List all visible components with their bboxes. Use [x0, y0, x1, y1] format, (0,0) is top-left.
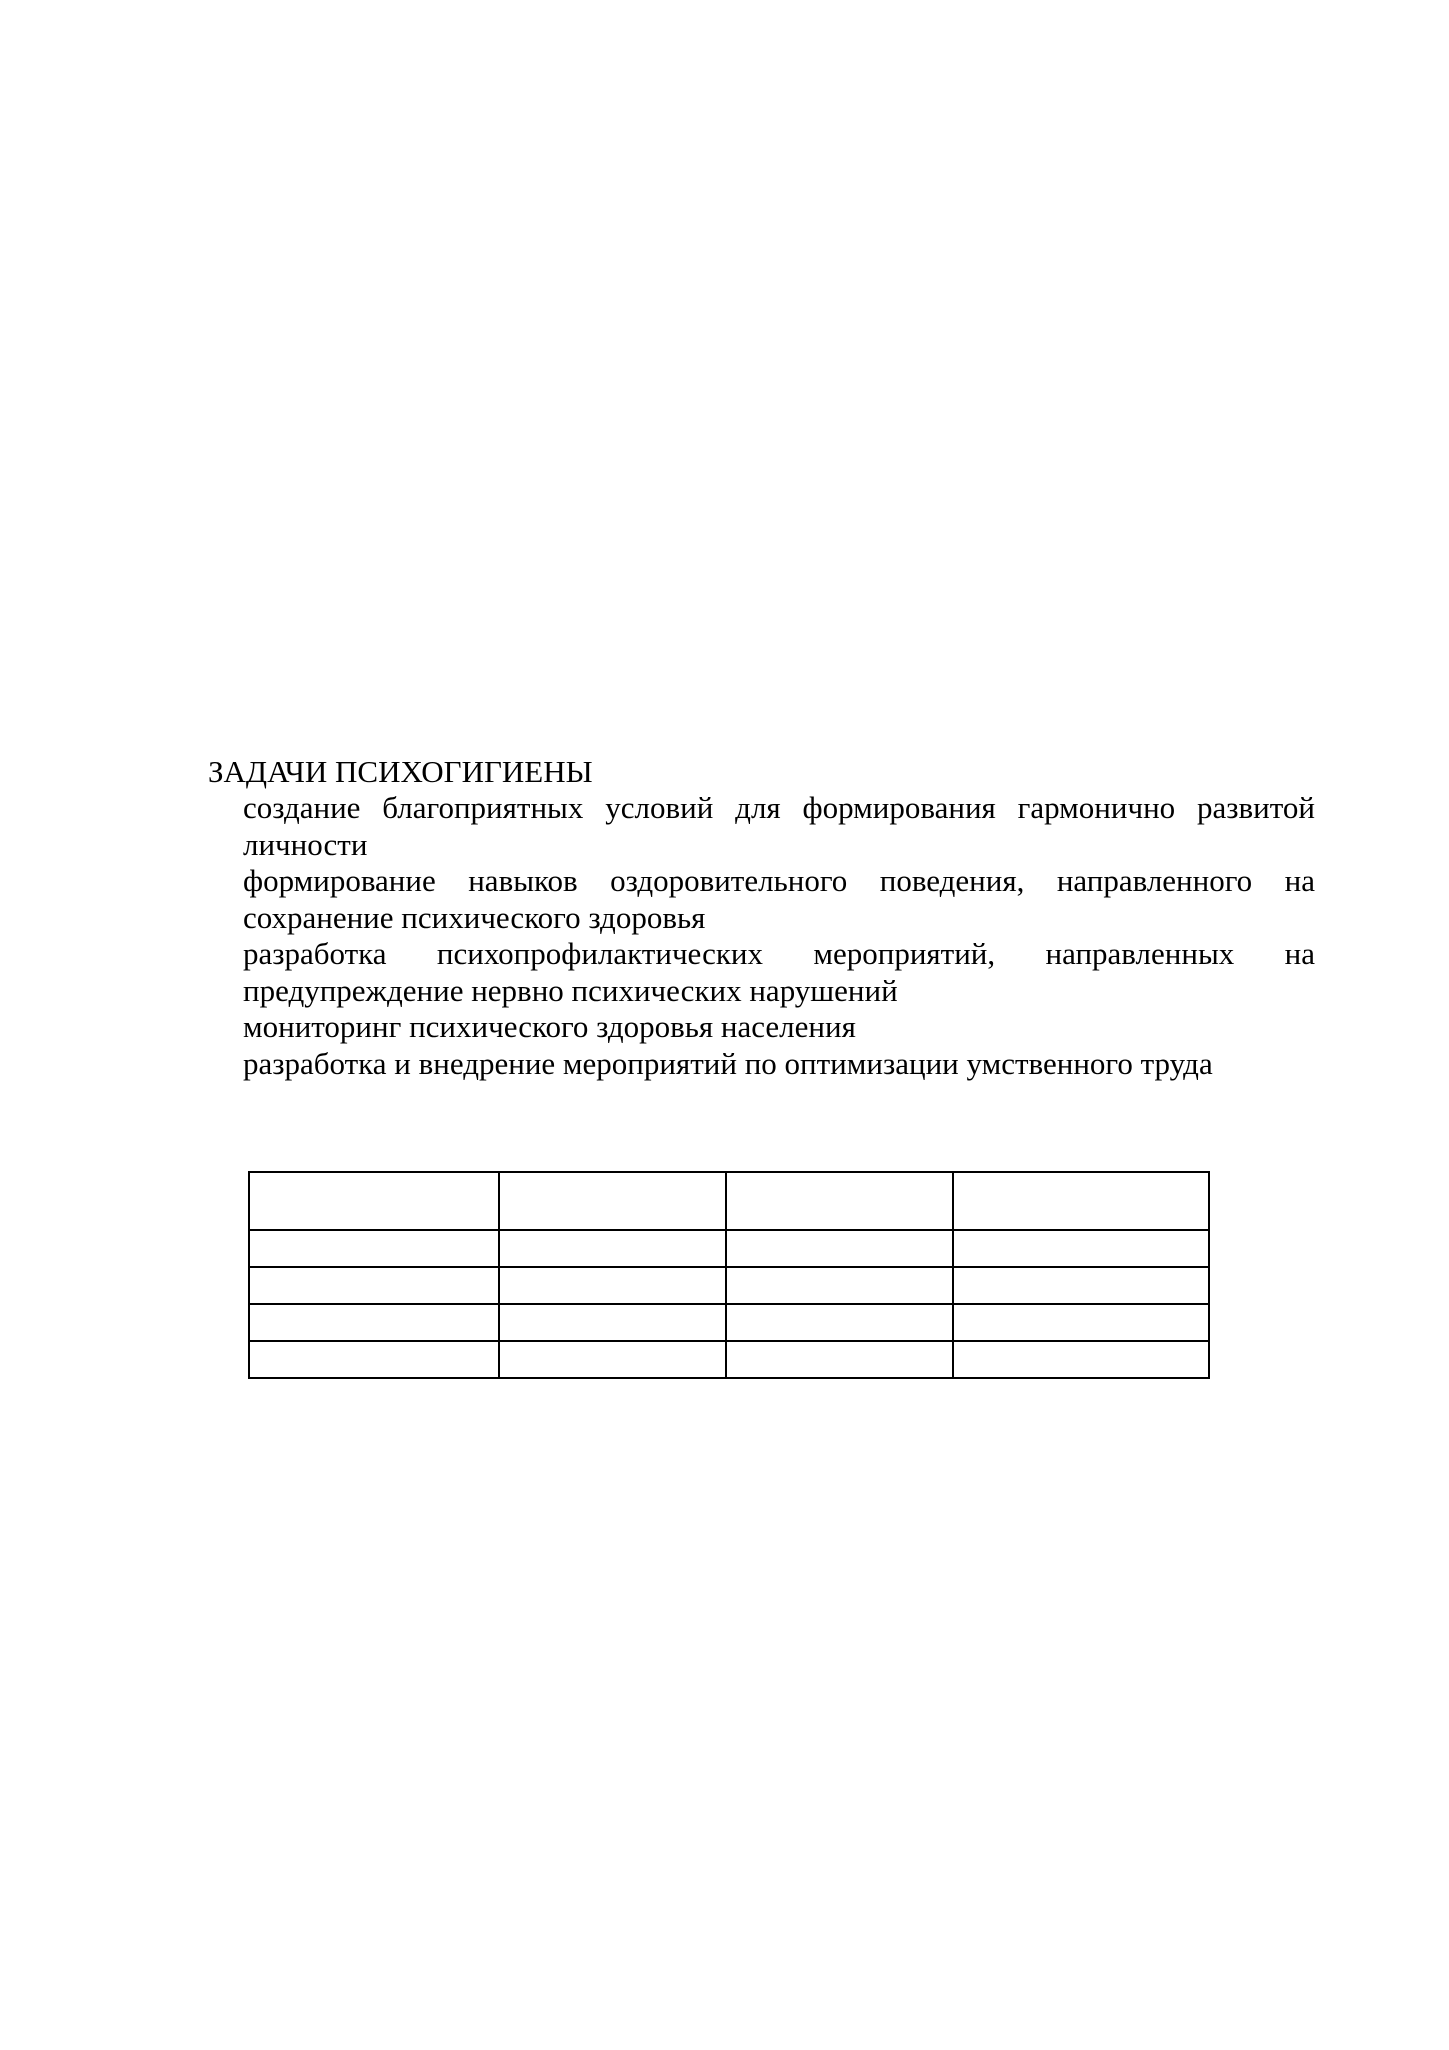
table-cell: [953, 1341, 1209, 1378]
task-item: разработка и внедрение мероприятий по оптимизации умственного труда: [243, 1045, 1213, 1081]
table-cell: [499, 1267, 726, 1304]
table-cell: [953, 1172, 1209, 1230]
empty-table-container: [248, 1171, 1210, 1379]
table-cell: [953, 1230, 1209, 1267]
task-item: мониторинг психического здоровья населения: [243, 1009, 856, 1044]
document-heading: ЗАДАЧИ ПСИХОГИГИЕНЫ: [208, 754, 593, 789]
table-cell: [499, 1172, 726, 1230]
table-cell: [726, 1230, 953, 1267]
table-row: [249, 1230, 1209, 1267]
table-header-row: [249, 1172, 1209, 1230]
table-cell: [249, 1230, 499, 1267]
table-cell: [499, 1304, 726, 1341]
table-cell: [953, 1304, 1209, 1341]
table-row: [249, 1341, 1209, 1378]
table-cell: [726, 1304, 953, 1341]
table-cell: [726, 1341, 953, 1378]
table-cell: [953, 1267, 1209, 1304]
task-item: создание благоприятных условий для формирования гармонично развитой личности: [243, 790, 1315, 862]
table-cell: [499, 1230, 726, 1267]
empty-table: [248, 1171, 1210, 1379]
task-list: [243, 790, 1315, 1082]
table-cell: [499, 1341, 726, 1378]
task-item: разработка психопрофилактических мероприятий, направленных на предупреждение нервно психических нарушений: [243, 936, 1315, 1008]
table-cell: [249, 1304, 499, 1341]
task-item: формирование навыков оздоровительного поведения, направленного на сохранение психического здоровья: [243, 863, 1315, 935]
table-cell: [726, 1172, 953, 1230]
table-cell: [249, 1267, 499, 1304]
table-cell: [249, 1341, 499, 1378]
table-cell: [249, 1172, 499, 1230]
table-cell: [726, 1267, 953, 1304]
table-row: [249, 1267, 1209, 1304]
table-row: [249, 1304, 1209, 1341]
